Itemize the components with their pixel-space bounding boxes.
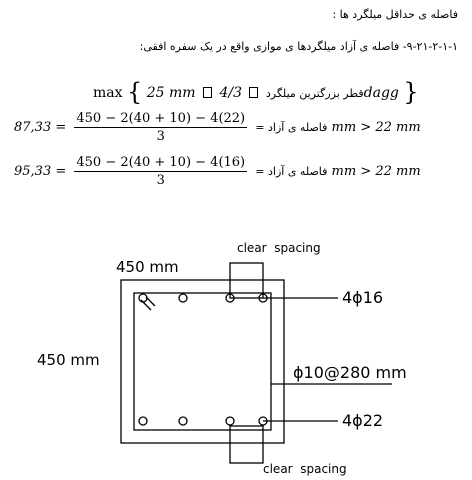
max-value: 25 mm [146,85,196,101]
rebar-bottom-3 [226,417,234,425]
rebar-top-1 [139,294,147,302]
max-fn: max [93,85,123,101]
rebar-bottom-1 [139,417,147,425]
bottom-bars-label: 4ϕ22 [342,411,384,430]
stirrup-label: ϕ10@280 mm [293,363,407,382]
equation-1-numerator: 450 − 2(40 + 10) − 4(22) [76,111,246,126]
clear-spacing-top-label: clear spacing [237,241,321,255]
max-rule: max { 25 mm قطر بزرگترین میلگرد 4/3dagg } [93,78,419,106]
max-label: قطر بزرگترین میلگرد [265,87,364,100]
clear-spacing-bottom-label: clear spacing [263,462,347,476]
equation-2-lhs: فاصله ی آزاد = [255,165,328,178]
max-agg: 4/3dagg [219,85,399,101]
clause-text: ۹-۲۱-۲-۱-۱- فاصله ی آزاد میلگردها ی موازی واقع در یک سفره افقی: [139,40,458,53]
heading: فاصله ی حداقل میلگرد ها : [332,8,458,21]
equation-1-denominator: 3 [156,129,165,144]
rebar-bottom-2 [179,417,187,425]
equation-2-result: = 95,33 mm > 22 mm [14,164,421,179]
top-bars-label: 4ϕ16 [342,288,384,307]
equation-2-denominator: 3 [156,173,165,188]
clear-spacing-box-bottom [230,426,263,463]
equation-1-lhs: فاصله ی آزاد = [255,121,328,134]
stirrup [134,293,271,430]
height-label: 450 mm [37,351,100,369]
equation-2-numerator: 450 − 2(40 + 10) − 4(16) [76,155,246,170]
width-label: 450 mm [116,258,179,276]
rebar-top-2 [179,294,187,302]
equation-1-result: = 87,33 mm > 22 mm [14,120,421,135]
